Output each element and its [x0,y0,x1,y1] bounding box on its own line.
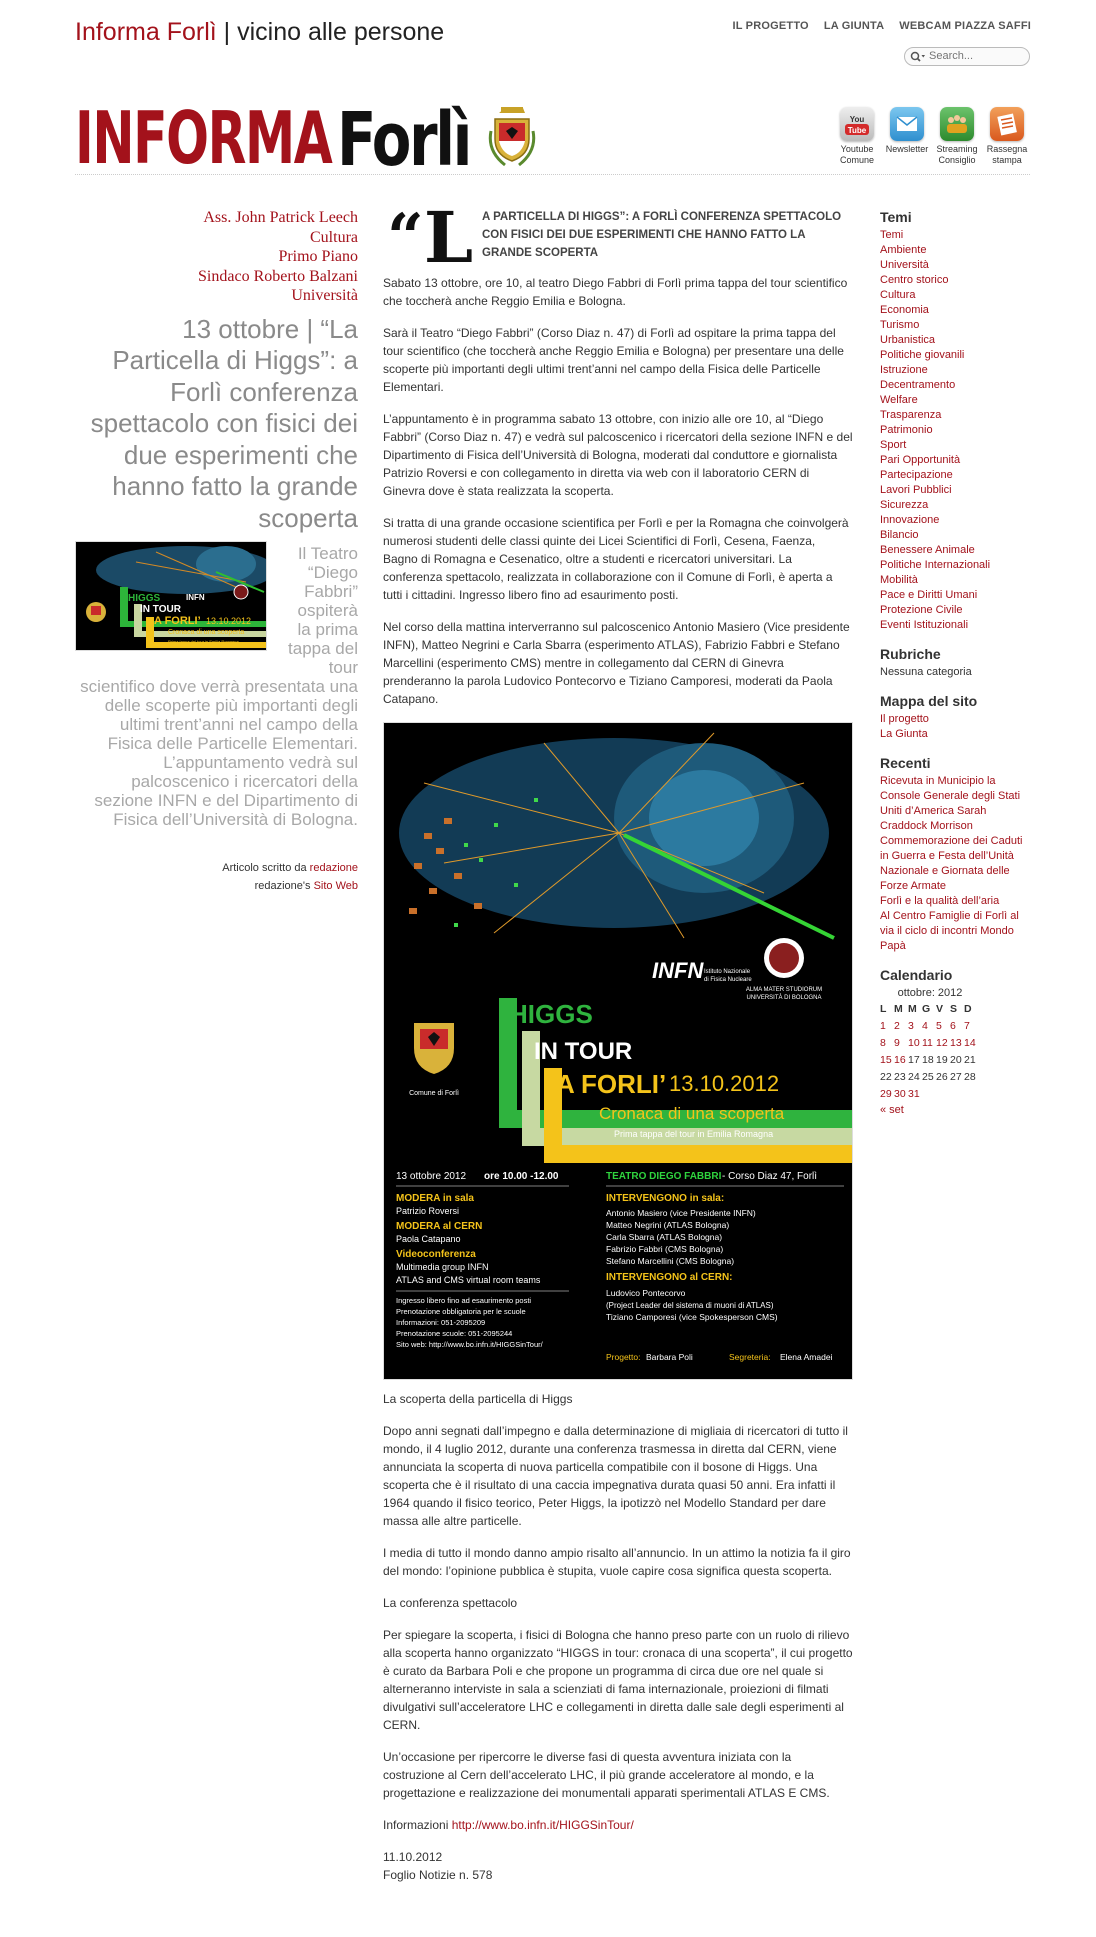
press-icon[interactable] [990,107,1024,141]
calendar-weekday: M [908,1003,917,1015]
poster-entry: Prenotazione obbligatoria per le scuole [396,1307,526,1316]
article-date: 11.10.2012 [383,1850,443,1864]
calendar-day[interactable]: 5 [936,1020,942,1032]
calendar-day[interactable]: 27 [950,1071,962,1083]
calendar-weekday: L [880,1003,887,1015]
tema-link[interactable]: Patrimonio [880,424,933,436]
byline-prefix: Articolo scritto da [222,862,307,874]
tema-link[interactable]: Protezione Civile [880,604,963,616]
calendar-weekday: S [950,1003,958,1015]
youtube-icon[interactable] [840,107,874,141]
calendar-day[interactable]: 17 [908,1054,920,1066]
tema-link[interactable]: Sport [880,439,907,451]
calendar-day[interactable]: 16 [894,1054,906,1066]
calendar-day[interactable]: 23 [894,1071,906,1083]
calendar-table [880,1001,978,1103]
article-paragraph: La conferenza spettacolo [383,1596,518,1610]
site-tagline: vicino alle persone [237,18,445,46]
excerpt-line: tour [328,658,358,677]
poster-entry: Prenotazione scuole: 051-2095244 [396,1329,513,1338]
excerpt-line: “Diego [307,563,358,582]
article-paragraph: Si tratta di una grande occasione scientifica per Forlì e per la Romagna che coinvolgerà numerosi studenti delle classi quinte dei Licei Scientifici di Forlì, Cesena, Faenza, Bagno di Romagna e Cesenatico, oltre a studenti e ricercatori universitari. La conferenza spettacolo, realizzata in collaborazione con il Comune di Forlì, è aperta a tutti i cittadini. Ingresso libero fino ad esaurimento posti. [383,516,849,602]
site-logo[interactable] [75,96,545,183]
sidebar [880,208,1030,1130]
calendar-day[interactable]: 9 [894,1037,900,1049]
poster-speaker: Antonio Masiero (vice Presidente INFN) [606,1208,756,1218]
calendar-day[interactable]: 4 [922,1020,928,1032]
article-content [383,196,853,1898]
tema-link[interactable]: Turismo [880,319,920,331]
poster-entry: Sito web: http://www.bo.infn.it/HIGGSinTour/ [396,1340,543,1349]
calendar-weekday: G [922,1003,931,1015]
logo-informa: INFORMA [75,96,332,180]
calendar-day[interactable]: 8 [880,1037,886,1049]
calendar-day[interactable]: 25 [922,1071,934,1083]
temi-widget [880,208,1030,633]
calendar-day[interactable]: 12 [936,1037,948,1049]
poster-entry: Informazioni: 051-2095209 [396,1318,486,1327]
poster-a-forli: A FORLI’ [556,1069,667,1099]
excerpt-line: Fabbri” [304,582,358,601]
poster-address: - Corso Diaz 47, Forlì [722,1171,818,1182]
calendar-day[interactable]: 14 [964,1037,976,1049]
byline2-prefix: redazione's [254,880,311,892]
calendar-day[interactable]: 3 [908,1020,914,1032]
calendar-day[interactable]: 6 [950,1020,956,1032]
calendar-day[interactable]: 22 [880,1071,892,1083]
tema-link[interactable]: Cultura [880,289,916,301]
top-nav [732,20,1031,32]
poster-speaker: Fabrizio Fabbri (CMS Bologna) [606,1244,724,1254]
poster-speaker: Carla Sbarra (ATLAS Bologna) [606,1232,723,1242]
tema-link[interactable]: Istruzione [880,364,928,376]
quicklink-rassegna[interactable] [982,107,1032,166]
poster-infn-sub2: di Fisica Nucleare [704,977,752,983]
category-link[interactable]: Ass. John Patrick Leech [203,209,358,226]
article-paragraph: Per spiegare la scoperta, i fisici di Bologna che hanno preso parte con un ruolo di rilievo alla scoperta hanno organizzato “HIGGS in tour: cronaca di una scoperta”, il cui progetto è curato da Barbara Poli e che propone un programma di circa due ore nel quale si alterneranno interviste in sala a scienziati di fama internazionale, proiezioni di filmati divulgativi sull’acceleratore LHC e collegamenti in diretta dalle sale degli esperimenti al CERN. [383,1628,853,1732]
poster-hours: ore 10.00 -12.00 [484,1171,559,1182]
calendar-day[interactable]: 24 [908,1071,920,1083]
thumb-a-forli: A FORLI’ [154,615,201,627]
category-list [75,208,358,306]
author-link[interactable]: redazione [309,862,358,874]
thumb-date: 13.10.2012 [206,616,252,626]
poster-cern: Ludovico Pontecorvo [606,1288,686,1298]
article-paragraph: Dopo anni segnati dall’impegno e dalla determinazione di migliaia di ricercatori di tutto il mondo, il 4 luglio 2012, durante una conferenza trasmessa in diretta dal CERN, viene annunciata la scoperta di nuova particella compatibile con il bosone di Higgs. Una scoperta che è il risultato di una caccia impegnativa durata quasi 50 anni. Era infatti il 1964 quando il fisico teorico, Peter Higgs, la ipotizzò nel Modello Standard per dare massa alle altre particelle. [383,1424,848,1528]
calendar-day[interactable]: 13 [950,1037,962,1049]
rubriche-empty: Nessuna categoria [880,666,972,678]
dropcap [387,196,474,279]
poster-project-label: Progetto: [606,1352,641,1362]
calendar-day[interactable]: 11 [922,1037,933,1049]
info-label: Informazioni [383,1818,449,1832]
tema-link[interactable]: Politiche Internazionali [880,559,991,571]
calendar-day[interactable]: 18 [922,1054,934,1066]
header-divider [75,174,1030,175]
recenti-widget [880,754,1030,954]
calendar-day[interactable]: 30 [894,1088,906,1100]
tema-link[interactable]: Urbanistica [880,334,936,346]
tema-link[interactable]: Politiche giovanili [880,349,965,361]
thumb-higgs: HIGGS [128,593,161,604]
tema-link[interactable]: Temi [880,229,904,241]
calendar-day [922,1086,936,1103]
poster-alma1: ALMA MATER STUDIORUM [745,987,823,993]
article-paragraph: La scoperta della particella di Higgs [383,1392,573,1406]
calendar-title: Calendario [880,967,953,983]
quicklink-streaming-label1: Streaming [936,144,978,154]
tema-link[interactable]: Trasparenza [880,409,942,421]
tema-link[interactable]: Lavori Pubblici [880,484,952,496]
recenti-title: Recenti [880,755,931,771]
title-separator: | [223,18,231,46]
poster-moderator: Patrizio Roversi [396,1206,460,1216]
calendar-day [964,1086,978,1103]
info-link[interactable]: http://www.bo.infn.it/HIGGSinTour/ [451,1818,634,1832]
search-box [904,47,1030,66]
post-thumbnail[interactable] [75,541,267,651]
post-title: 13 ottobre | “La Particella di Higgs”: a Forlì conferenza spettacolo con fisici dei due esperimenti che hanno fatto la grande scoperta [90,313,358,533]
dropcap-letter: L [423,196,474,279]
search-input[interactable] [929,49,1021,63]
mappa-title: Mappa del sito [880,693,978,709]
temi-title: Temi [880,209,912,225]
tema-link[interactable]: Pari Opportunità [880,454,961,466]
quicklink-streaming[interactable] [932,107,982,166]
poster-in-tour: IN TOUR [534,1038,633,1065]
poster-moderator-cern: Paola Catapano [396,1234,461,1244]
calendar-day[interactable]: 29 [880,1088,892,1100]
poster-comune: Comune di Forlì [409,1090,459,1097]
poster-date: 13.10.2012 [669,1071,780,1096]
tema-link[interactable]: Centro storico [880,274,949,286]
article-paragraph: I media di tutto il mondo danno ampio risalto all’annuncio. In un attimo la notizia fa il giro del mondo: l’opinione pubblica è stupita, vuole capire cosa significa questa scoperta. [383,1546,851,1578]
tema-link[interactable]: Eventi Istituzionali [880,619,969,631]
calendar-day [936,1086,950,1103]
poster-cern-h: INTERVENGONO al CERN: [606,1272,733,1283]
tema-link[interactable]: Pace e Diritti Umani [880,589,978,601]
calendar-day[interactable]: 28 [964,1071,976,1083]
calendar-day[interactable]: 19 [936,1054,948,1066]
comune-crest-icon [485,105,540,173]
poster-project: Barbara Poli [646,1352,693,1362]
article-issue: Foglio Notizie n. 578 [383,1868,493,1882]
excerpt-line: tappa del [288,639,358,658]
tema-link[interactable]: Benessere Animale [880,544,975,556]
thumb-note: Prima tappa del tour in Emilia Romagna [168,639,239,644]
quicklink-youtube-label1: Youtube [840,144,874,154]
site-title[interactable] [75,18,444,47]
category-link[interactable]: Università [291,287,358,304]
quicklink-streaming-label2: Consiglio [938,155,976,165]
article-header [383,196,853,279]
poster-moderator-cern-h: MODERA al CERN [396,1221,483,1232]
tema-link[interactable]: Università [880,259,929,271]
mail-icon[interactable] [890,107,924,141]
poster-speaker: Matteo Negrini (ATLAS Bologna) [606,1220,730,1230]
post-meta-column [75,208,358,895]
calendar-weekday: M [894,1003,903,1015]
thumb-in-tour: IN TOUR [140,604,181,615]
calendar-day[interactable]: 10 [908,1037,920,1049]
search-icon [910,51,926,63]
tema-link[interactable]: Partecipazione [880,469,953,481]
tema-link[interactable]: Bilancio [880,529,919,541]
nav-webcam[interactable]: WEBCAM PIAZZA SAFFI [899,20,1031,32]
poster-infn-sub1: Istituto Nazionale [704,969,751,975]
poster-secretary: Elena Amadei [780,1352,833,1362]
recent-post-link[interactable]: Al Centro Famiglie di Forlì al via il ciclo di incontri Mondo Papà [880,910,1019,952]
calendar-day[interactable]: 26 [936,1071,948,1083]
poster-video1: Multimedia group INFN [396,1262,489,1272]
article-paragraph: Sarà il Teatro “Diego Fabbri” (Corso Diaz n. 47) di Forlì ad ospitare la prima tappa del tour scientifico (che toccherà anche Reggio Emilia e Bologna) per presentare una delle scoperte più importanti degli ultimi trent’anni nel campo della Fisica delle Particelle Elementari. [383,326,844,394]
tema-link[interactable]: Decentramento [880,379,956,391]
recent-post-link[interactable]: Forlì e la qualità dell’aria [880,895,1000,907]
calendar-day[interactable]: 15 [880,1054,892,1066]
category-link[interactable]: Cultura [310,228,358,246]
tema-link[interactable]: Sicurezza [880,499,929,511]
poster-cern: Tiziano Camporesi (vice Spokesperson CMS) [606,1312,778,1322]
post-byline [75,859,358,895]
quicklink-rassegna-label1: Rassegna [986,144,1028,154]
calendar-day[interactable]: 7 [964,1020,970,1032]
thumb-subtitle: Cronaca di una scoperta [168,629,245,636]
mappa-widget [880,692,1030,742]
tema-link[interactable]: Economia [880,304,929,316]
article-paragraph: Nel corso della mattina interverranno sul palcoscenico Antonio Masiero (Vice presidente INFN), Matteo Negrini e Carla Sbarra (esperimento ATLAS), Fabrizio Fabbri e Stefano Marcellini (esperimento CMS) mentre in collegamento dal CERN di Ginevra prenderanno la parola Ludovico Pontecorvo e Tiziano Camporesi, moderati da Paola Catapano. [383,620,850,706]
excerpt-line: ospiterà [297,601,358,620]
poster-cern: (Project Leader del sistema di muoni di ATLAS) [606,1301,774,1310]
calendar-day[interactable]: 21 [964,1054,976,1066]
excerpt-line: Il Teatro [297,544,358,563]
quicklink-rassegna-label2: stampa [992,155,1022,165]
poster-subtitle: Cronaca di una scoperta [599,1104,785,1123]
svg-text:INFN: INFN [186,593,205,602]
poster-alma2: UNIVERSITÀ DI BOLOGNA [746,995,822,1001]
article-paragraph: Un’occasione per ripercorre le diverse fasi di questa avventura iniziata con la costruzione al Cern dell’accelerato LHC, il più grande acceleratore al mondo, e la progettazione e realizzazione dei monumentali apparati sperimentali ATLAS E CMS. [383,1750,830,1800]
mappa-link[interactable]: Il progetto [880,713,929,725]
calendar-prev-month[interactable]: « set [880,1104,904,1116]
tema-link[interactable]: Mobilità [880,574,918,586]
people-icon[interactable] [940,107,974,141]
quicklink-youtube[interactable] [832,107,882,166]
quick-links [832,107,1032,166]
category-link[interactable]: Sindaco Roberto Balzani [198,267,358,285]
tema-link[interactable]: Welfare [880,394,918,406]
mappa-link[interactable]: La Giunta [880,728,928,740]
category-link[interactable]: Primo Piano [278,248,358,265]
quicklink-newsletter-label1: Newsletter [885,144,929,154]
logo-forli: Forlì [337,97,471,183]
excerpt-line: la prima [297,620,358,639]
nav-la-giunta[interactable]: LA GIUNTA [823,20,885,32]
poster-infn: INFN [652,958,704,983]
svg-text:You: You [849,115,865,124]
calendar-day[interactable]: 1 [880,1020,886,1032]
calendar-weekday: V [936,1003,944,1015]
calendar-day[interactable]: 2 [894,1020,900,1032]
quicklink-newsletter[interactable] [882,107,932,166]
article-paragraph: Sabato 13 ottobre, ore 10, al teatro Diego Fabbri di Forlì prima tappa del tour scientifico che toccherà anche Reggio Emilia e Bologna. [383,276,848,308]
poster-venue: TEATRO DIEGO FABBRI [606,1171,722,1182]
author-website-link[interactable]: Sito Web [313,880,358,892]
poster-note: Prima tappa del tour in Emilia Romagna [614,1129,774,1139]
poster-when: 13 ottobre 2012 [396,1171,467,1182]
tema-link[interactable]: Innovazione [880,514,940,526]
article-headline: A PARTICELLA DI HIGGS”: A FORLÌ CONFERENZA SPETTACOLO CON FISICI DEI DUE ESPERIMENTI CHE HANNO FATTO LA GRANDE SCOPERTA [482,211,842,259]
poster-secretary-label: Segreteria: [729,1352,771,1362]
site-name[interactable]: Informa Forlì [75,18,217,46]
poster-speaker: Stefano Marcellini (CMS Bologna) [606,1256,735,1266]
article-footer [383,1848,853,1884]
temi-list [880,228,1030,633]
info-line [383,1816,853,1834]
event-poster[interactable] [383,722,853,1380]
calendar-weekday: D [964,1003,972,1015]
calendar-day [950,1086,964,1103]
poster-higgs: HIGGS [509,999,593,1029]
rubriche-title: Rubriche [880,646,941,662]
svg-text:Tube: Tube [847,126,867,135]
calendar-day[interactable]: 31 [908,1088,920,1100]
calendar-caption: ottobre: 2012 [897,987,963,999]
poster-speakers-h: INTERVENGONO in sala: [606,1193,725,1204]
dropcap-quote: “ [387,200,424,275]
poster-entry: Ingresso libero fino ad esaurimento posti [396,1296,532,1305]
calendar-day[interactable]: 20 [950,1054,962,1066]
recent-post-link[interactable]: Ricevuta in Municipio la Console Generale degli Stati Uniti d’America Sarah Craddock Morrison [880,775,1021,832]
poster-video2: ATLAS and CMS virtual room teams [396,1275,541,1285]
poster-video-h: Videoconferenza [396,1249,476,1260]
poster-moderator-h: MODERA in sala [396,1193,474,1204]
tema-link[interactable]: Ambiente [880,244,927,256]
nav-il-progetto[interactable]: IL PROGETTO [732,20,809,32]
excerpt-rest: scientifico dove verrà presentata una delle scoperte più importanti degli ultimi trent’anni nel campo della Fisica delle Particelle Elementari. L’appuntamento vedrà sul palcoscenico i ricercatori della sezione INFN e del Dipartimento di Fisica dell’Università di Bologna. [80,677,358,829]
quicklink-youtube-label2: Comune [839,155,875,165]
recent-post-link[interactable]: Commemorazione dei Caduti in Guerra e Festa dell’Unità Nazionale e Giornata delle Forze Armate [880,835,1023,892]
rubriche-widget [880,645,1030,680]
article-paragraph: L’appuntamento è in programma sabato 13 ottobre, con inizio alle ore 10, al “Diego Fabbri” (Corso Diaz n. 47) e vedrà sul palcoscenico i ricercatori della sezione INFN e del Dipartimento di Fisica dell’Università di Bologna, moderati dal conduttore e giornalista Patrizio Roversi e con collegamento in diretta via web con il laboratorio CERN di Ginevra dove è stata realizzata la scoperta. [383,412,853,498]
calendar-widget [880,966,1030,1118]
